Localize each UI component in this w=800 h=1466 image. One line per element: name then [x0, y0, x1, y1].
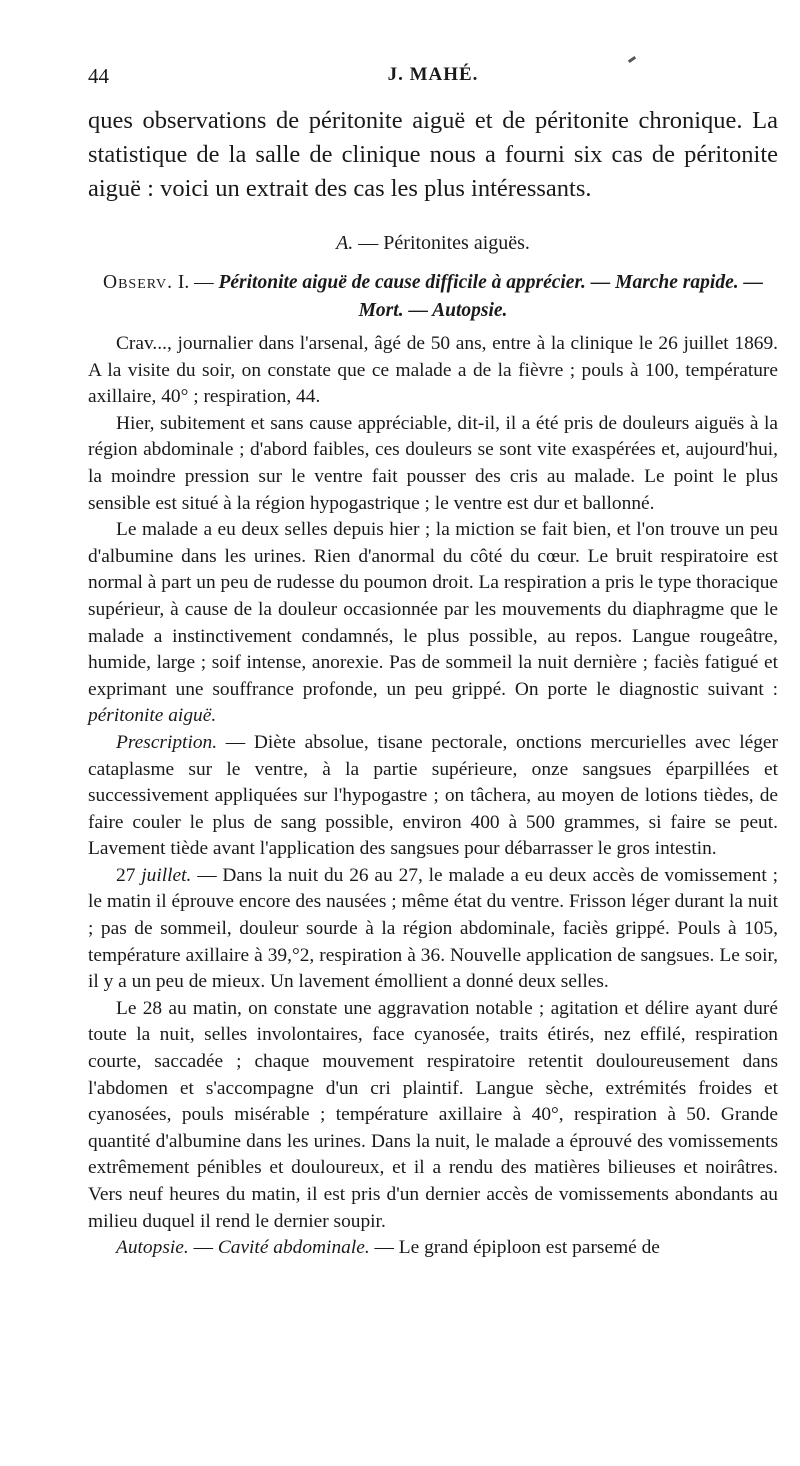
pen-mark	[628, 56, 636, 63]
section-title: Péritonites aiguës.	[383, 232, 530, 254]
examination-text: Le malade a eu deux selles depuis hier ; la miction se fait bien, et l'on trouve un peu d'albumine dans les urines. Rien d'anormal du côté du cœur. Le bruit respiratoire est normal à part un peu de rudesse du poumon droit. La respiration a pris le type thoracique supérieur, à cause de la douleur occasionnée par les mouvements du diaphragme que le malade a instinctivement condamnés, le plus possible, au repos. Langue rougeâtre, humide, large ; soif intense, anorexie. Pas de sommeil la nuit dernière ; faciès fatigué et exprimant une souffrance profonde, un peu grippé. On porte le diagnostic suivant :	[88, 519, 778, 700]
prescription-label: Prescription.	[116, 731, 218, 753]
july-27-text: — Dans la nuit du 26 au 27, le malade a eu deux accès de vomissement ; le matin il éprouve encore des nausées ; même état du ventre. Frisson léger durant la nuit ; pas de sommeil, douleur sourde à la région abdominale, faciès grippé. Pouls à 105, température axillaire à 39,°2, respiration à 36. Nouvelle application de sangsues. Le soir, il y a un peu de mieux. Un lavement émollient a donné deux selles.	[88, 864, 778, 993]
paragraph-examination	[88, 517, 778, 730]
paragraph-autopsy	[88, 1235, 778, 1262]
date-day: 27	[116, 864, 142, 886]
autopsy-label: Autopsie.	[116, 1237, 189, 1259]
observation-number: I. —	[172, 272, 219, 293]
section-letter: A.	[336, 232, 354, 254]
observation-title: Péritonite aiguë de cause difficile à apprécier. — Marche rapide. — Mort. — Autopsie.	[218, 272, 763, 321]
paragraph-prescription	[88, 730, 778, 863]
observation-heading	[88, 269, 778, 325]
paragraph-july-27	[88, 863, 778, 996]
paragraph-july-28: Le 28 au matin, on constate une aggravation notable ; agitation et délire ayant duré toute la nuit, selles involontaires, face cyanosée, traits étirés, nez effilé, respiration courte, saccadée ; chaque mouvement respiratoire retentit douloureusement dans l'abdomen et s'accompagne d'un cri plaintif. Langue sèche, extrémités froides et cyanosées, pouls misérable ; température axillaire à 40°, respiration à 50. Grande quantité d'albumine dans les urines. Dans la nuit, le malade a éprouvé des vomissements extrêmement pénibles et douloureux, et il a rendu des matières bilieuses et noirâtres. Vers neuf heures du matin, il est pris d'un dernier accès de vomissements abondants au milieu duquel il rend le dernier soupir.	[88, 997, 778, 1232]
section-heading	[88, 232, 778, 255]
diagnosis-text: péritonite aiguë.	[88, 705, 217, 727]
autopsy-text: — Le grand épiploon est parsemé de	[369, 1237, 660, 1259]
intro-paragraph: ques observations de péritonite aiguë et de péritonite chronique. La statistique de la salle de clinique nous a fourni six cas de péritonite aiguë : voici un extrait des cas les plus intéressants.	[88, 107, 778, 202]
autopsy-dash: —	[188, 1237, 218, 1259]
page-body	[88, 104, 778, 1262]
page-header	[88, 64, 778, 94]
date-month: juillet.	[141, 864, 192, 886]
abdominal-cavity-label: Cavité abdominale.	[217, 1237, 370, 1259]
paragraph-onset: Hier, subitement et sans cause appréciable, dit-il, il a été pris de douleurs aiguës à la région abdominale ; d'abord faibles, ces douleurs se sont vite exaspérées et, aujourd'hui, la moindre pression sur le ventre fait pousser des cris au malade. Le point le plus sensible est situé à la région hypogastrique ; le ventre est dur et ballonné.	[88, 412, 778, 514]
section-dash: —	[353, 232, 384, 254]
page-number: 44	[88, 64, 109, 88]
prescription-text: — Diète absolue, tisane pectorale, onctions mercurielles avec léger cataplasme sur le ventre, à la partie supérieure, onze sangsues éparpillées et successivement appliquées sur l'hypogastre ; on tâchera, au moyen de lotions tièdes, de faire couler le plus de sang possible, environ 400 à 500 grammes, si faire se peut. Lavement tiède avant l'application des sangsues pour débarrasser le gros intestin.	[88, 731, 778, 860]
observation-label: Observ.	[103, 272, 173, 293]
paragraph-admission: Crav..., journalier dans l'arsenal, âgé de 50 ans, entre à la clinique le 26 juillet 1869. A la visite du soir, on constate que ce malade a de la fièvre ; pouls à 100, température axillaire, 40° ; respiration, 44.	[88, 333, 778, 408]
running-title: J. MAHÉ.	[387, 64, 479, 85]
